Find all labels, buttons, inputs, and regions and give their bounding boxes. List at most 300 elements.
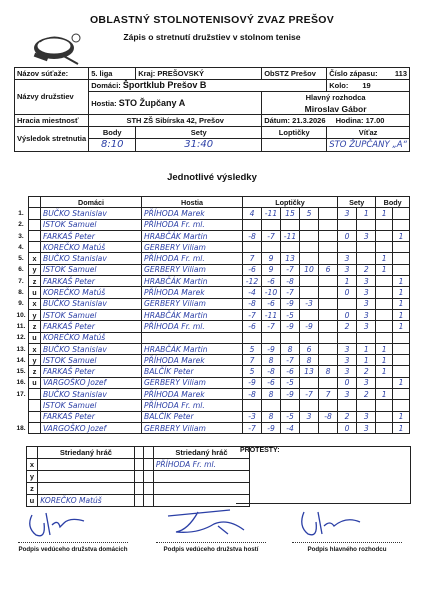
sets-home: 3 xyxy=(338,366,357,377)
set-score: -7 xyxy=(262,321,281,332)
body-home xyxy=(376,377,393,388)
lopticky-label: Loptičky xyxy=(262,127,327,139)
col-sets-header: Sety xyxy=(338,197,376,208)
row-tag xyxy=(29,208,41,219)
away-player: GERBERY Viliam xyxy=(142,298,243,309)
set-score xyxy=(319,422,338,433)
set-score: -8 xyxy=(319,411,338,422)
match-info-table xyxy=(14,67,410,152)
away-player: PŘÍHODA Marek xyxy=(142,355,243,366)
results-section-title: Jednotlivé výsledky xyxy=(167,172,257,183)
set-score xyxy=(300,400,319,411)
result-row xyxy=(14,242,410,253)
set-score xyxy=(319,242,338,253)
col-home-header: Domáci xyxy=(41,197,142,208)
body-away: 1 xyxy=(393,298,410,309)
set-score: 8 xyxy=(262,411,281,422)
result-row xyxy=(14,309,410,320)
home-player: ISTOK Samuel xyxy=(41,264,142,275)
set-score: -4 xyxy=(281,422,300,433)
row-number: 4. xyxy=(18,243,24,251)
col-body-header: Body xyxy=(376,197,410,208)
body-away: 1 xyxy=(393,422,410,433)
row-tag xyxy=(29,411,41,422)
set-score: -7 xyxy=(243,309,262,320)
body-away: 1 xyxy=(393,377,410,388)
sub-tag: y xyxy=(26,471,37,483)
home-player: BUČKO Stanislav xyxy=(41,389,142,400)
set-score: 10 xyxy=(300,264,319,275)
row-number: 17. xyxy=(16,390,26,398)
set-score xyxy=(300,230,319,241)
set-score: 7 xyxy=(243,355,262,366)
set-score: -10 xyxy=(262,287,281,298)
set-score xyxy=(319,253,338,264)
home-player: BUČKO Stanislav xyxy=(41,343,142,354)
body-home: 1 xyxy=(376,366,393,377)
sets-away: 3 xyxy=(357,422,376,433)
home-team-label: Domáci: xyxy=(91,81,121,90)
sub-mark xyxy=(134,471,144,483)
away-player: BALČÍK Peter xyxy=(142,411,243,422)
away-team-cell xyxy=(89,92,262,115)
sets-away xyxy=(357,219,376,230)
table-tennis-logo-icon xyxy=(30,28,88,70)
set-score xyxy=(319,332,338,343)
body-away xyxy=(393,343,410,354)
set-score: -11 xyxy=(262,309,281,320)
set-score: 15 xyxy=(281,208,300,219)
substitutes-table xyxy=(14,446,250,507)
body-value: 8:10 xyxy=(89,139,136,152)
home-player: KOREČKO Matúš xyxy=(41,242,142,253)
away-player: PŘÍHODA Marek xyxy=(142,208,243,219)
home-player: BUČKO Stanislav xyxy=(41,208,142,219)
set-score: -9 xyxy=(281,321,300,332)
sub-tag: u xyxy=(26,495,37,507)
sub-mark xyxy=(134,459,144,471)
sets-away: 3 xyxy=(357,309,376,320)
result-row xyxy=(14,422,410,433)
row-number: 11. xyxy=(16,322,26,330)
sets-home: 3 xyxy=(338,343,357,354)
subs-home-header: Striedaný hráč xyxy=(38,447,134,459)
home-player: FARKAŠ Peter xyxy=(41,276,142,287)
sets-away xyxy=(357,242,376,253)
row-tag xyxy=(29,422,41,433)
result-row xyxy=(14,253,410,264)
sub-away-player: PŘÍHODA Fr. ml. xyxy=(153,459,249,471)
result-row xyxy=(14,400,410,411)
result-row xyxy=(14,287,410,298)
col-points-header: Loptičky xyxy=(243,197,338,208)
set-score: -6 xyxy=(262,276,281,287)
substitute-row xyxy=(14,471,250,483)
hour-value: 17.00 xyxy=(365,115,385,125)
winner-value: STO ŽUPČANY „A“ xyxy=(327,139,410,152)
sets-away xyxy=(357,332,376,343)
set-score: -5 xyxy=(281,377,300,388)
body-away xyxy=(393,208,410,219)
protest-label: PROTESTY: xyxy=(240,447,280,454)
venue-value: STH ZŠ Sibírska 42, Prešov xyxy=(89,115,262,127)
set-score xyxy=(262,242,281,253)
away-player: GERBERY Viliam xyxy=(142,264,243,275)
home-player: KOREČKO Matúš xyxy=(41,287,142,298)
set-score: 8 xyxy=(262,355,281,366)
result-row xyxy=(14,355,410,366)
set-score xyxy=(319,355,338,366)
row-tag xyxy=(29,219,41,230)
sets-home: 1 xyxy=(338,276,357,287)
away-player: PŘÍHODA Fr. ml. xyxy=(142,400,243,411)
row-tag: y xyxy=(29,355,41,366)
date-label: Dátum: xyxy=(264,115,291,125)
body-home xyxy=(376,411,393,422)
sets-away xyxy=(357,253,376,264)
set-score xyxy=(319,321,338,332)
set-score xyxy=(300,377,319,388)
sets-away: 3 xyxy=(357,287,376,298)
venue-label: Hracia miestnosť xyxy=(15,115,89,127)
sub-mark xyxy=(134,483,144,495)
row-number: 12. xyxy=(16,334,26,342)
body-home: 1 xyxy=(376,355,393,366)
set-score xyxy=(300,276,319,287)
sets-home: 0 xyxy=(338,309,357,320)
set-score: 6 xyxy=(300,343,319,354)
body-home xyxy=(376,230,393,241)
row-number: 13. xyxy=(16,345,26,353)
teams-label: Názvy družstiev xyxy=(15,80,89,115)
set-score: 6 xyxy=(319,264,338,275)
home-signature-line xyxy=(18,542,128,543)
away-signature-line xyxy=(156,542,266,543)
sets-home: 3 xyxy=(338,208,357,219)
sets-home xyxy=(338,219,357,230)
result-row xyxy=(14,230,410,241)
body-away xyxy=(393,389,410,400)
body-away xyxy=(393,355,410,366)
set-score: -6 xyxy=(243,264,262,275)
sub-mark xyxy=(144,459,154,471)
away-signature-label: Podpis vedúceho družstva hostí xyxy=(163,546,259,553)
subs-away-header: Striedaný hráč xyxy=(153,447,249,459)
row-number: 7. xyxy=(18,277,24,285)
set-score: -8 xyxy=(243,389,262,400)
row-number: 15. xyxy=(16,368,26,376)
home-player: ISTOK Samuel xyxy=(41,219,142,230)
home-player: BUČKO Stanislav xyxy=(41,253,142,264)
result-label: Výsledok stretnutia xyxy=(15,127,89,152)
home-player: VARGOŠKO Jozef xyxy=(41,377,142,388)
set-score xyxy=(262,219,281,230)
set-score xyxy=(300,253,319,264)
home-signature xyxy=(24,505,104,540)
away-player xyxy=(142,332,243,343)
set-score: -7 xyxy=(243,422,262,433)
set-score: -6 xyxy=(281,366,300,377)
row-number xyxy=(14,400,29,411)
away-player: PŘÍHODA Marek xyxy=(142,287,243,298)
set-score xyxy=(243,242,262,253)
set-score: -9 xyxy=(300,321,319,332)
referee-cell xyxy=(262,92,410,115)
set-score: -7 xyxy=(281,264,300,275)
set-score xyxy=(319,400,338,411)
sets-home: 3 xyxy=(338,264,357,275)
sets-away: 3 xyxy=(357,298,376,309)
sets-away: 3 xyxy=(357,321,376,332)
set-score xyxy=(300,242,319,253)
set-score: -9 xyxy=(243,377,262,388)
set-score xyxy=(300,332,319,343)
row-number: 8. xyxy=(18,289,24,297)
set-score: -6 xyxy=(262,377,281,388)
body-away xyxy=(393,264,410,275)
home-team-cell xyxy=(89,80,327,92)
set-score: -3 xyxy=(243,411,262,422)
set-score xyxy=(300,422,319,433)
set-score xyxy=(319,230,338,241)
result-row xyxy=(14,264,410,275)
result-row xyxy=(14,321,410,332)
set-score: 5 xyxy=(300,208,319,219)
sub-spacer xyxy=(14,459,26,471)
region-label: Kraj: PREŠOVSKÝ xyxy=(136,68,262,80)
body-away: 1 xyxy=(393,230,410,241)
set-score: -8 xyxy=(243,298,262,309)
body-home xyxy=(376,242,393,253)
result-row xyxy=(14,219,410,230)
referee-signature-line xyxy=(292,542,402,543)
set-score: 7 xyxy=(319,389,338,400)
set-score: -12 xyxy=(243,276,262,287)
body-away: 1 xyxy=(393,309,410,320)
away-player: BALČÍK Peter xyxy=(142,366,243,377)
result-row xyxy=(14,389,410,400)
competition-label: Názov súťaže: xyxy=(15,68,89,80)
row-tag xyxy=(29,242,41,253)
sub-mark xyxy=(144,483,154,495)
row-number: 2. xyxy=(18,221,24,229)
sub-mark xyxy=(144,471,154,483)
set-score: -5 xyxy=(281,411,300,422)
set-score: 8 xyxy=(281,343,300,354)
body-home: 1 xyxy=(376,343,393,354)
sub-spacer xyxy=(14,483,26,495)
body-away xyxy=(393,366,410,377)
set-score: -9 xyxy=(262,422,281,433)
set-score xyxy=(243,332,262,343)
away-team-value: STO Župčany A xyxy=(118,97,186,108)
sub-home-player xyxy=(38,459,134,471)
body-home xyxy=(376,321,393,332)
round-cell xyxy=(327,80,410,92)
body-home xyxy=(376,298,393,309)
result-row xyxy=(14,366,410,377)
result-row xyxy=(14,411,410,422)
referee-signature-label: Podpis hlavného rozhodcu xyxy=(307,546,387,553)
sets-home xyxy=(338,332,357,343)
body-home: 1 xyxy=(376,389,393,400)
sets-away: 2 xyxy=(357,264,376,275)
row-number: 9. xyxy=(18,300,24,308)
home-player: KOREČKO Matúš xyxy=(41,332,142,343)
competition-value: 5. liga xyxy=(89,68,136,80)
set-score xyxy=(319,276,338,287)
row-tag: z xyxy=(29,321,41,332)
sets-away: 3 xyxy=(357,377,376,388)
sety-value: 31:40 xyxy=(136,139,262,152)
row-number: 16. xyxy=(16,379,26,387)
row-number: 10. xyxy=(16,311,26,319)
record-number-cell xyxy=(327,68,410,80)
set-score: -8 xyxy=(281,276,300,287)
body-home xyxy=(376,332,393,343)
body-away xyxy=(393,253,410,264)
row-number: 18. xyxy=(16,424,26,432)
away-player: HRABČÁK Martin xyxy=(142,343,243,354)
sets-home: 2 xyxy=(338,411,357,422)
away-player: PŘÍHODA Fr. ml. xyxy=(142,253,243,264)
set-score: 8 xyxy=(319,366,338,377)
set-score: 13 xyxy=(300,366,319,377)
sets-home xyxy=(338,298,357,309)
home-player: FARKAŠ Peter xyxy=(41,411,142,422)
sets-away: 1 xyxy=(357,355,376,366)
set-score xyxy=(281,242,300,253)
set-score: -11 xyxy=(281,230,300,241)
home-player: FARKAŠ Peter xyxy=(41,366,142,377)
sets-away xyxy=(357,400,376,411)
round-value: 19 xyxy=(362,80,371,90)
body-away: 1 xyxy=(393,411,410,422)
form-title: OBLASTNÝ STOLNOTENISOVÝ ZVAZ PREŠOV xyxy=(89,14,335,26)
substitute-row xyxy=(14,483,250,495)
row-number: 6. xyxy=(18,266,24,274)
set-score xyxy=(319,309,338,320)
set-score: -7 xyxy=(281,355,300,366)
home-team-value: Športklub Prešov B xyxy=(122,80,207,90)
body-away: 1 xyxy=(393,321,410,332)
sub-tag: z xyxy=(26,483,37,495)
set-score: 9 xyxy=(262,253,281,264)
set-score: 13 xyxy=(281,253,300,264)
sets-home: 0 xyxy=(338,287,357,298)
body-home xyxy=(376,219,393,230)
round-label: Kolo: xyxy=(329,80,349,90)
sub-spacer xyxy=(14,471,26,483)
sets-away: 2 xyxy=(357,389,376,400)
body-away xyxy=(393,242,410,253)
away-player: PŘÍHODA Fr. ml. xyxy=(142,219,243,230)
set-score: 3 xyxy=(300,411,319,422)
obstz-label: ObSTZ Prešov xyxy=(262,68,327,80)
body-home: 1 xyxy=(376,264,393,275)
set-score xyxy=(319,343,338,354)
home-player: FARKAŠ Peter xyxy=(41,321,142,332)
set-score xyxy=(319,287,338,298)
sets-home: 3 xyxy=(338,389,357,400)
row-tag: x xyxy=(29,298,41,309)
set-score xyxy=(281,400,300,411)
record-number-label: Číslo zápasu: xyxy=(329,69,378,78)
set-score: -8 xyxy=(243,230,262,241)
set-score: 5 xyxy=(243,343,262,354)
sets-away: 3 xyxy=(357,276,376,287)
away-player: PŘÍHODA Marek xyxy=(142,389,243,400)
row-tag xyxy=(29,400,41,411)
result-row xyxy=(14,298,410,309)
sub-tag: x xyxy=(26,459,37,471)
row-tag: x xyxy=(29,343,41,354)
sets-home: 0 xyxy=(338,422,357,433)
result-row xyxy=(14,332,410,343)
sets-home: 0 xyxy=(338,377,357,388)
set-score: -5 xyxy=(281,309,300,320)
away-player: GERBERY Viliam xyxy=(142,422,243,433)
set-score xyxy=(300,309,319,320)
sets-home: 3 xyxy=(338,253,357,264)
row-tag: u xyxy=(29,377,41,388)
sub-home-player xyxy=(38,471,134,483)
row-tag xyxy=(29,230,41,241)
body-home xyxy=(376,400,393,411)
set-score: 5 xyxy=(243,366,262,377)
sets-home: 3 xyxy=(338,355,357,366)
substitute-row xyxy=(14,459,250,471)
row-tag: z xyxy=(29,366,41,377)
away-player: PŘÍHODA Fr. ml. xyxy=(142,321,243,332)
body-home xyxy=(376,287,393,298)
set-score xyxy=(281,332,300,343)
row-tag: u xyxy=(29,287,41,298)
result-row xyxy=(14,343,410,354)
date-value: 21.3.2026 xyxy=(292,115,326,125)
home-player: VARGOŠKO Jozef xyxy=(41,422,142,433)
sub-home-player: KOREČKO Matúš xyxy=(38,495,134,507)
body-home xyxy=(376,309,393,320)
sets-home: 2 xyxy=(338,321,357,332)
home-player: ISTOK Samuel xyxy=(41,400,142,411)
sets-away: 3 xyxy=(357,411,376,422)
row-tag: y xyxy=(29,264,41,275)
set-score: -11 xyxy=(262,208,281,219)
sub-mark xyxy=(144,495,154,507)
date-time-cell xyxy=(262,115,410,127)
row-tag: x xyxy=(29,253,41,264)
sety-label: Sety xyxy=(136,127,262,139)
set-score xyxy=(281,219,300,230)
body-home: 1 xyxy=(376,208,393,219)
away-player: HRABČÁK Martin xyxy=(142,230,243,241)
results-table xyxy=(14,196,410,434)
set-score: -7 xyxy=(300,389,319,400)
form-subtitle: Zápis o stretnutí družstiev v stolnom tenise xyxy=(123,32,301,42)
winner-label: Víťaz xyxy=(327,127,410,139)
body-away xyxy=(393,219,410,230)
row-tag: u xyxy=(29,332,41,343)
row-tag xyxy=(29,389,41,400)
away-player: GERBERY Viliam xyxy=(142,242,243,253)
sets-away: 1 xyxy=(357,343,376,354)
col-away-header: Hostia xyxy=(142,197,243,208)
set-score: 8 xyxy=(262,389,281,400)
home-signature-label: Podpis vedúceho družstva domácich xyxy=(18,546,128,553)
set-score: -4 xyxy=(243,287,262,298)
home-player: ISTOK Samuel xyxy=(41,309,142,320)
